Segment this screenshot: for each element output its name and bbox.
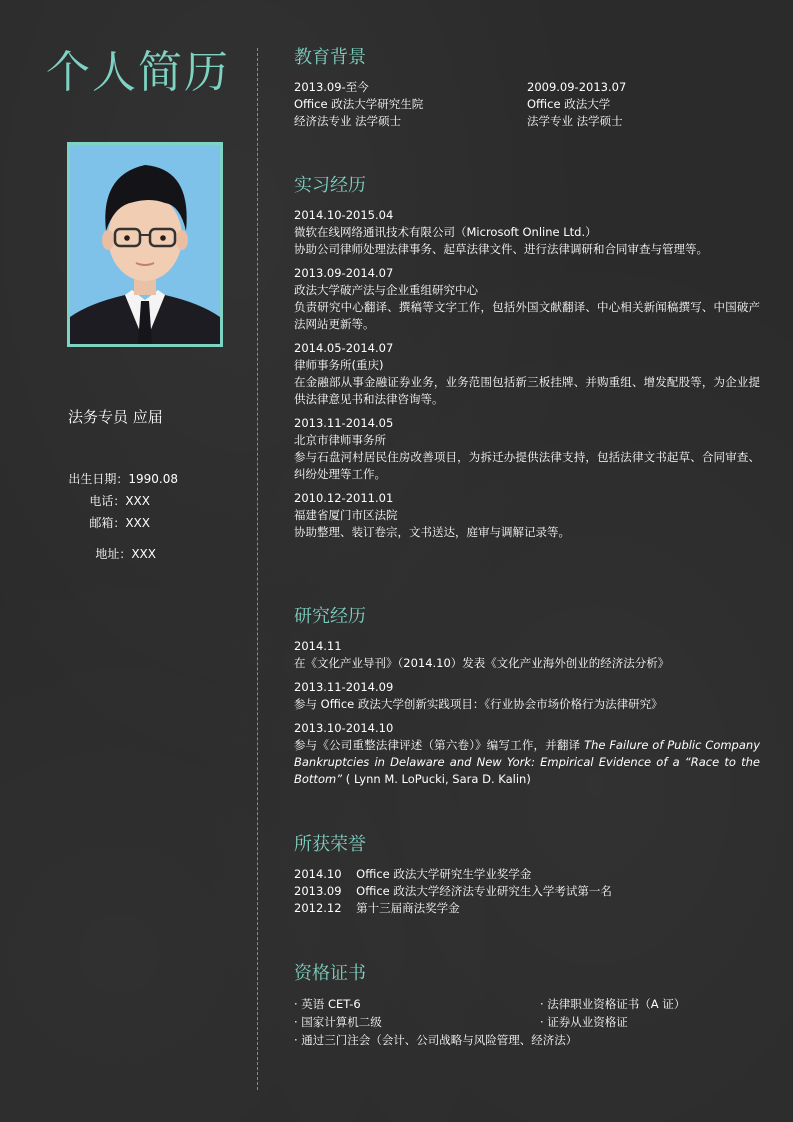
education-date: 2009.09-2013.07 xyxy=(527,80,627,94)
internship-desc: 协助整理、装订卷宗，文书送达，庭审与调解记录等。 xyxy=(294,525,570,539)
cert-row xyxy=(294,995,760,1013)
internship-date: 2010.12-2011.01 xyxy=(294,491,394,505)
research-section xyxy=(294,606,760,795)
internship-org: 北京市律师事务所 xyxy=(294,433,386,447)
address: 地址：XXX xyxy=(95,547,156,561)
cert-item: · 通过三门注会（会计、公司战略与风险管理、经济法） xyxy=(294,1033,578,1047)
research-item xyxy=(294,679,760,713)
education-school: Office 政法大学研究生院 xyxy=(294,97,424,111)
internship-org: 政法大学破产法与企业重组研究中心 xyxy=(294,283,478,297)
internship-desc: 协助公司律师处理法律事务、起草法律文件、进行法律调研和合同审查与管理等。 xyxy=(294,242,708,256)
honors-section xyxy=(294,834,760,917)
job-title: 法务专员 应届 xyxy=(68,408,163,426)
research-desc xyxy=(294,737,760,788)
internship-org: 福建省厦门市区法院 xyxy=(294,508,398,522)
internship-org: 律师事务所(重庆) xyxy=(294,358,384,372)
internship-desc: 在金融部从事金融证券业务，业务范围包括新三板挂牌、并购重组、增发配股等，为企业提供法律意见书和法律咨询等。 xyxy=(294,375,760,406)
honor-item: 2013.09 Office 政法大学经济法专业研究生入学考试第一名 xyxy=(294,884,612,898)
internship-desc: 参与石盘河村居民住房改善项目，为拆迁办提供法律支持，包括法律文书起草、合同审查、纠纷处理等工作。 xyxy=(294,450,760,481)
book-title: The Failure of Public Company Bankruptcies in Delaware and New York: Empirical Evidence of a “Race to the Bottom” xyxy=(294,738,760,786)
research-date: 2013.11-2014.09 xyxy=(294,680,394,694)
research-title: 研究经历 xyxy=(294,606,366,627)
internship-item xyxy=(294,490,760,541)
internship-desc: 负责研究中心翻译、撰稿等文字工作，包括外国文献翻译、中心相关新闻稿撰写、中国破产法网站更新等。 xyxy=(294,300,760,331)
research-item xyxy=(294,638,760,672)
education-item xyxy=(527,79,760,130)
internship-date: 2014.10-2015.04 xyxy=(294,208,394,222)
internship-title: 实习经历 xyxy=(294,175,366,196)
education-section xyxy=(294,47,760,130)
cert-item: · 英语 CET-6 xyxy=(294,997,361,1011)
internship-date: 2014.05-2014.07 xyxy=(294,341,394,355)
research-item xyxy=(294,720,760,788)
honors-title: 所获荣誉 xyxy=(294,834,366,855)
research-desc-prefix: 参与《公司重整法律评述（第六卷）》编写工作，并翻译 xyxy=(294,738,585,752)
education-date: 2013.09-至今 xyxy=(294,80,369,94)
column-divider xyxy=(257,48,258,1090)
avatar-icon xyxy=(70,145,220,344)
phone: 电话：XXX xyxy=(89,494,150,508)
certs-title: 资格证书 xyxy=(294,963,366,984)
research-date: 2013.10-2014.10 xyxy=(294,721,394,735)
research-desc: 参与 Office 政法大学创新实践项目：《行业协会市场价格行为法律研究》 xyxy=(294,697,663,711)
cert-item: · 法律职业资格证书（A 证） xyxy=(540,997,686,1011)
internship-item xyxy=(294,415,760,483)
education-school: Office 政法大学 xyxy=(527,97,611,111)
internship-item xyxy=(294,340,760,408)
profile-photo xyxy=(67,142,223,347)
research-date: 2014.11 xyxy=(294,639,342,653)
internship-item xyxy=(294,207,760,258)
education-major: 经济法专业 法学硕士 xyxy=(294,114,402,128)
internship-date: 2013.09-2014.07 xyxy=(294,266,394,280)
page-title: 个人简历 xyxy=(46,47,230,98)
honor-item: 2014.10 Office 政法大学研究生学业奖学金 xyxy=(294,867,532,881)
cert-item: · 国家计算机二级 xyxy=(294,1015,382,1029)
research-desc: 在《文化产业导刊》（2014.10）发表《文化产业海外创业的经济法分析》 xyxy=(294,656,670,670)
cert-row xyxy=(294,1013,760,1031)
birth-date: 出生日期：1990.08 xyxy=(68,472,178,486)
education-major: 法学专业 法学硕士 xyxy=(527,114,623,128)
education-title: 教育背景 xyxy=(294,47,366,68)
certs-section xyxy=(294,963,760,1049)
internship-section xyxy=(294,175,760,548)
internship-date: 2013.11-2014.05 xyxy=(294,416,394,430)
internship-org: 微软在线网络通讯技术有限公司（Microsoft Online Ltd.） xyxy=(294,225,597,239)
cert-item: · 证券从业资格证 xyxy=(540,1015,628,1029)
email: 邮箱：XXX xyxy=(89,516,150,530)
education-item xyxy=(294,79,527,130)
book-authors: ( Lynn M. LoPucki, Sara D. Kalin) xyxy=(342,772,531,786)
internship-item xyxy=(294,265,760,333)
cert-row xyxy=(294,1031,760,1049)
honor-item: 2012.12 第十三届商法奖学金 xyxy=(294,901,460,915)
